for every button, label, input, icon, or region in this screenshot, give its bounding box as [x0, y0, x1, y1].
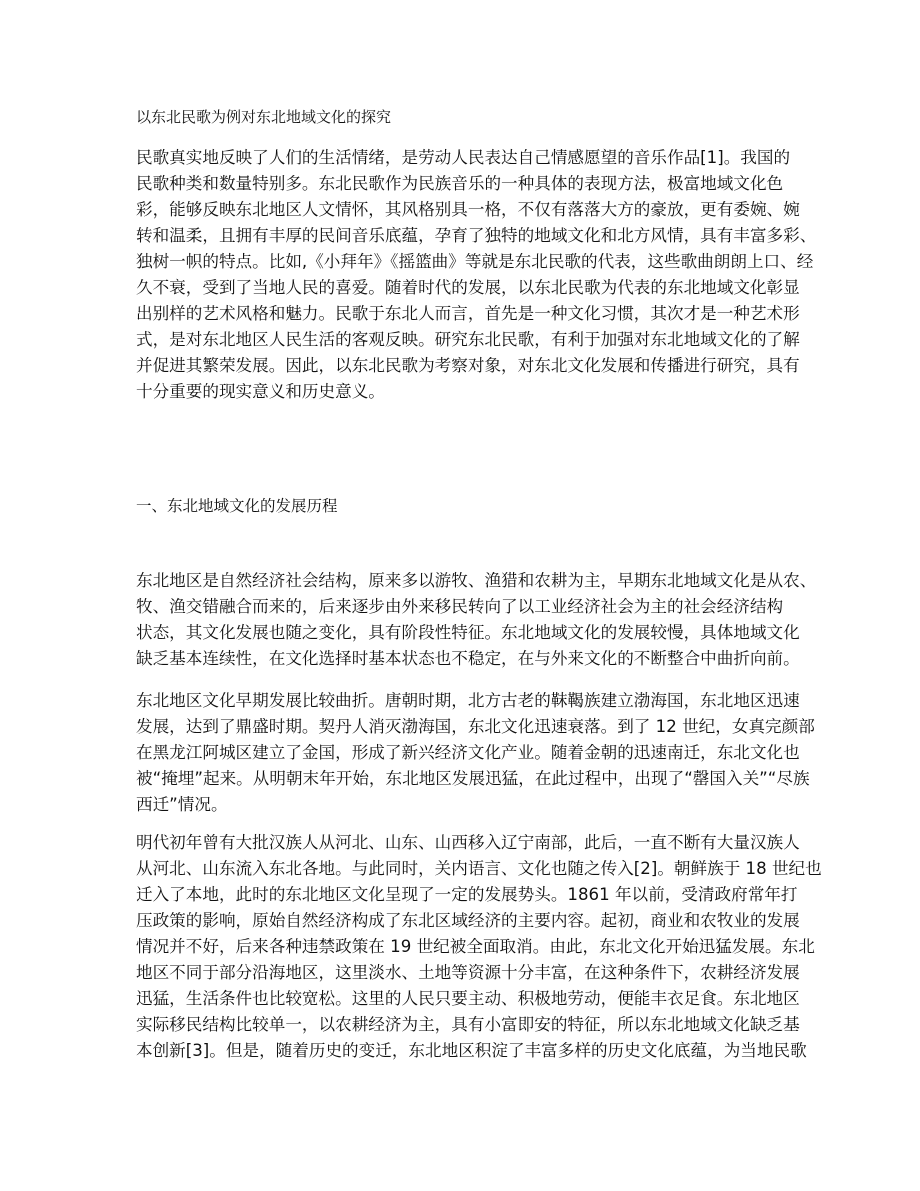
text-line: 从河北、山东流入东北各地。与此同时，关内语言、文化也随之传入[2]。朝鲜族于 18 世纪也 [136, 859, 822, 878]
document-title: 以东北民歌为例对东北地域文化的探究 [136, 108, 392, 126]
text-line: 缺乏基本连续性，在文化选择时基本状态也不稳定，在与外来文化的不断整合中曲折向前。 [136, 649, 800, 668]
text-line: 迅猛，生活条件也比较宽松。这里的人民只要主动、积极地劳动，便能丰衣足食。东北地区 [136, 989, 800, 1008]
text-line: 独树一帜的特点。比如,《小拜年》《摇篮曲》等就是东北民歌的代表，这些歌曲朗朗上口、经 [136, 252, 814, 271]
text-line: 民歌种类和数量特别多。东北民歌作为民族音乐的一种具体的表现方法，极富地域文化色 [136, 174, 784, 193]
text-line: 民歌真实地反映了人们的生活情绪，是劳动人民表达自己情感愿望的音乐作品[1]。我国的 [136, 148, 791, 167]
text-line: 出别样的艺术风格和魅力。民歌于东北人而言，首先是一种文化习惯，其次才是一种艺术形 [136, 304, 800, 323]
section-heading: 一、东北地域文化的发展历程 [136, 497, 338, 515]
text-line: 地区不同于部分沿海地区，这里淡水、土地等资源十分丰富，在这种条件下，农耕经济发展 [136, 963, 800, 982]
text-line: 迁入了本地，此时的东北地区文化呈现了一定的发展势头。1861 年以前，受清政府常年打 [136, 885, 798, 904]
text-line: 实际移民结构比较单一，以农耕经济为主，具有小富即安的特征，所以东北地域文化缺乏基 [136, 1015, 800, 1034]
text-line: 十分重要的现实意义和历史意义。 [136, 382, 385, 401]
text-line: 牧、渔交错融合而来的，后来逐步由外来移民转向了以工业经济社会为主的社会经济结构 [136, 597, 784, 616]
text-line: 状态，其文化发展也随之变化，具有阶段性特征。东北地域文化的发展较慢，具体地域文化 [136, 623, 800, 642]
text-line: 西迁”情况。 [136, 795, 228, 814]
paragraph-3 [136, 830, 822, 1064]
text-line: 久不衰，受到了当地人民的喜爱。随着时代的发展，以东北民歌为代表的东北地域文化彰显 [136, 278, 800, 297]
text-line: 在黑龙江阿城区建立了金国，形成了新兴经济文化产业。随着金朝的迅速南迁，东北文化也 [136, 743, 800, 762]
text-line: 被“掩埋”起来。从明朝末年开始，东北地区发展迅猛，在此过程中，出现了“罄国入关”“尽族 [136, 769, 810, 788]
paragraph-2 [136, 688, 815, 818]
text-line: 东北地区文化早期发展比较曲折。唐朝时期，北方古老的靺鞨族建立渤海国，东北地区迅速 [136, 691, 800, 710]
text-line: 情况并不好，后来各种违禁政策在 19 世纪被全面取消。由此，东北文化开始迅猛发展。东北 [136, 937, 815, 956]
paragraph-1 [136, 568, 816, 672]
text-line: 发展，达到了鼎盛时期。契丹人消灭渤海国，东北文化迅速衰落。到了 12 世纪，女真完颜部 [136, 717, 815, 736]
intro-paragraph [136, 145, 816, 405]
text-line: 并促进其繁荣发展。因此，以东北民歌为考察对象，对东北文化发展和传播进行研究，具有 [136, 356, 800, 375]
text-line: 压政策的影响，原始自然经济构成了东北区域经济的主要内容。起初，商业和农牧业的发展 [136, 911, 800, 930]
text-line: 本创新[3]。但是，随着历史的变迁，东北地区积淀了丰富多样的历史文化底蕴，为当地民歌 [136, 1041, 807, 1060]
text-line: 东北地区是自然经济社会结构，原来多以游牧、渔猎和农耕为主，早期东北地域文化是从农、 [136, 571, 817, 590]
text-line: 式，是对东北地区人民生活的客观反映。研究东北民歌，有利于加强对东北地域文化的了解 [136, 330, 800, 349]
text-line: 明代初年曾有大批汉族人从河北、山东、山西移入辽宁南部，此后，一直不断有大量汉族人 [136, 833, 800, 852]
text-line: 转和温柔，且拥有丰厚的民间音乐底蕴，孕育了独特的地域文化和北方风情，具有丰富多彩、 [136, 226, 817, 245]
text-line: 彩，能够反映东北地区人文情怀，其风格别具一格，不仅有落落大方的豪放，更有委婉、婉 [136, 200, 800, 219]
